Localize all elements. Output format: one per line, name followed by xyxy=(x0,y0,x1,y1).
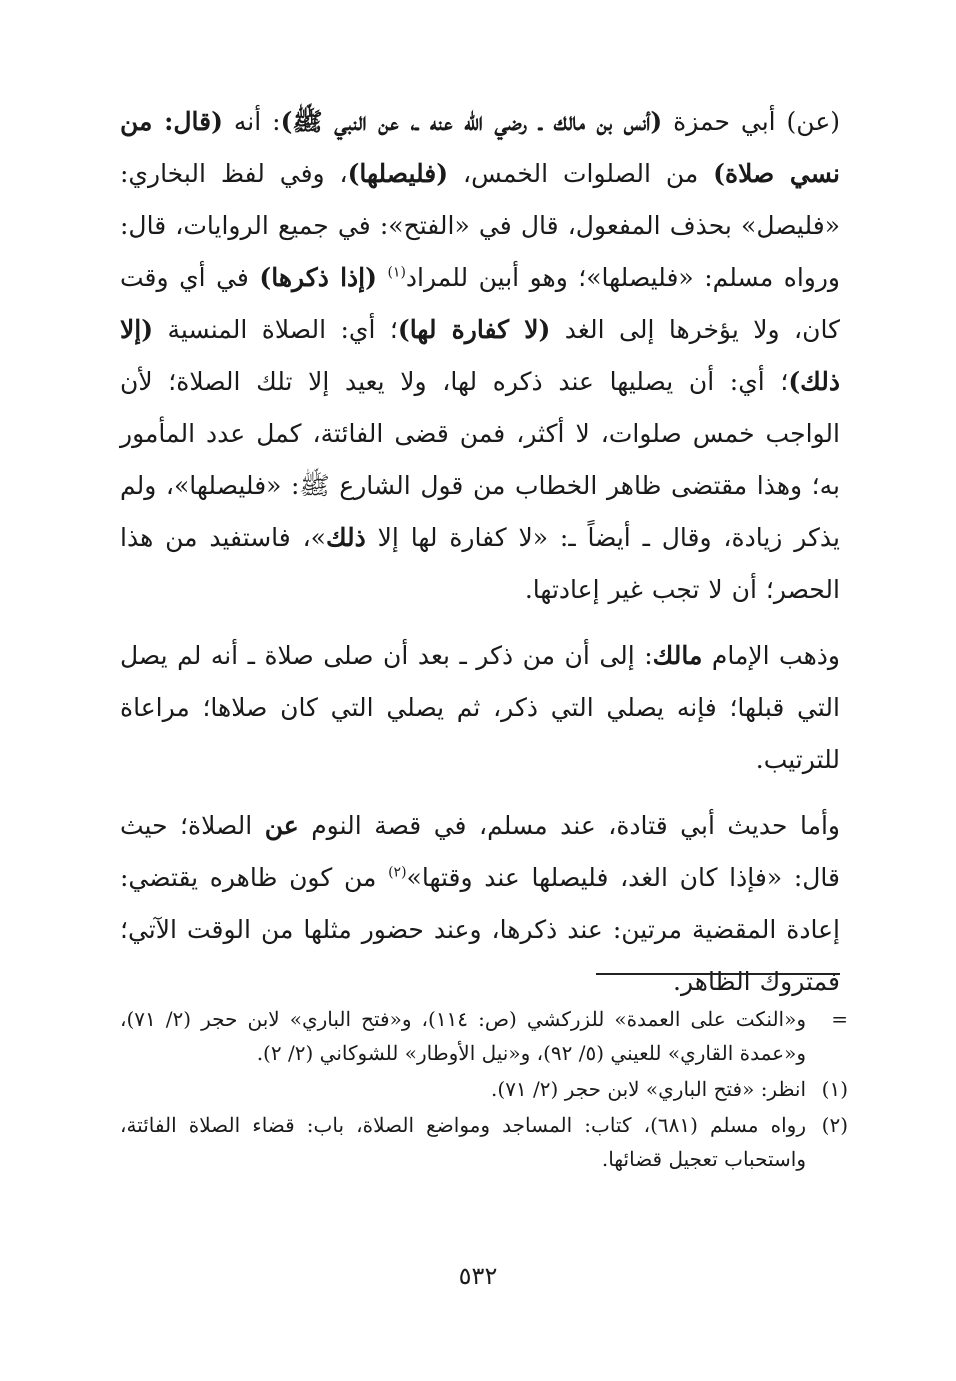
text-run: الصلاة؛ حيث قال: «فإذا كان الغد، فليصلها عند وقتها» xyxy=(120,811,840,892)
bold-text-run: ذلك xyxy=(325,523,366,552)
bold-text-run: (لا كفارة لها) xyxy=(397,315,551,344)
bold-text-run: (فليصلها) xyxy=(347,159,449,188)
text-run: وذهب الإمام xyxy=(702,641,840,670)
footnote-reference: (٢) xyxy=(388,864,407,881)
paragraph-abu-qatada xyxy=(120,800,840,1008)
paragraph-hadith-commentary xyxy=(120,96,840,616)
text-run: : أنه xyxy=(222,107,281,136)
bold-text-run: (إذا ذكرها) xyxy=(259,263,377,292)
text-run: ؛ أي: الصلاة المنسية xyxy=(153,315,398,344)
text-run: في أي وقت كان، ولا يؤخرها إلى الغد xyxy=(120,263,840,344)
text-run: »، فاستفيد من هذا الحصر؛ أن لا تجب غير إعادتها. xyxy=(120,523,840,604)
bold-text-run: مالك xyxy=(652,641,703,670)
text-run xyxy=(377,263,388,292)
main-text xyxy=(120,96,840,1008)
text-run: وأما حديث أبي قتادة، عند مسلم، في قصة النوم xyxy=(298,811,840,840)
footnote-text: رواه مسلم (٦٨١)، كتاب: المساجد ومواضع الصلاة، باب: قضاء الصلاة الفائتة، واستحباب تعجيل قضائها. xyxy=(120,1113,806,1171)
footnote-1 xyxy=(120,1072,848,1106)
bold-text-run: (إلا ذلك) xyxy=(120,315,840,396)
text-run: ، وفي لفظ البخاري: «فليصل» بحذف المفعول، قال في «الفتح»: في جميع الروايات، قال: ورواه مسلم: «فليصلها»؛ وهو أبين للمراد xyxy=(120,159,840,292)
footnote-text: و«النكت على العمدة» للزركشي (ص: ١١٤)، و«فتح الباري» لابن حجر (٢/ ٧١)، و«عمدة القاري» للعيني (٥/ ٩٢)، و«نيل الأوطار» للشوكاني (٢/ ٢). xyxy=(120,1007,806,1065)
paragraph-malik-opinion xyxy=(120,630,840,786)
footnote-separator xyxy=(596,973,840,975)
footnotes xyxy=(120,1002,848,1178)
footnote-marker: = xyxy=(831,1007,848,1031)
footnote-marker: (٢) xyxy=(821,1113,848,1137)
footnote-2 xyxy=(120,1108,848,1176)
bold-text-run: (قال: من نسي صلاة) xyxy=(120,107,840,188)
footnote-reference: (١) xyxy=(387,264,406,281)
footnote-marker: (١) xyxy=(821,1077,848,1101)
footnote-text: انظر: «فتح الباري» لابن حجر (٢/ ٧١). xyxy=(491,1077,806,1101)
bold-text-run: عن xyxy=(264,811,299,840)
footnote-continuation xyxy=(120,1002,848,1070)
text-run: من الصلوات الخمس، xyxy=(448,159,714,188)
text-run: : إلى أن من ذكر ـ بعد أن صلى صلاة ـ أنه لم يصل التي قبلها؛ فإنه يصلي التي ذكر، ثم يصلي التي كان صلاها؛ مراعاة للترتيب. xyxy=(120,641,840,774)
text-run: من كون ظاهره يقتضي: إعادة المقضية مرتين: عند ذكرها، وعند حضور مثلها من الوقت الآتي؛ فمتروك الظاهر. xyxy=(120,863,840,996)
page-number: ٥٣٢ xyxy=(458,1262,498,1290)
text-run: (عن) أبي حمزة xyxy=(662,107,841,136)
text-run: ؛ أي: أن يصليها عند ذكره لها، ولا يعيد إلا تلك الصلاة؛ لأن الواجب خمس صلوات، لا أكثر، فمن قضى الفائتة، كمل عدد المأمور به؛ وهذا مقتضى ظاهر الخطاب من قول الشارع ﷺ: «فليصلها»، ولم يذكر زيادة، وقال ـ أيضاً ـ: «لا كفارة لها إلا xyxy=(120,367,840,552)
bold-text-run: (أنس بن مالك ـ رضي الله عنه ـ، عن النبي ﷺ) xyxy=(280,107,663,136)
